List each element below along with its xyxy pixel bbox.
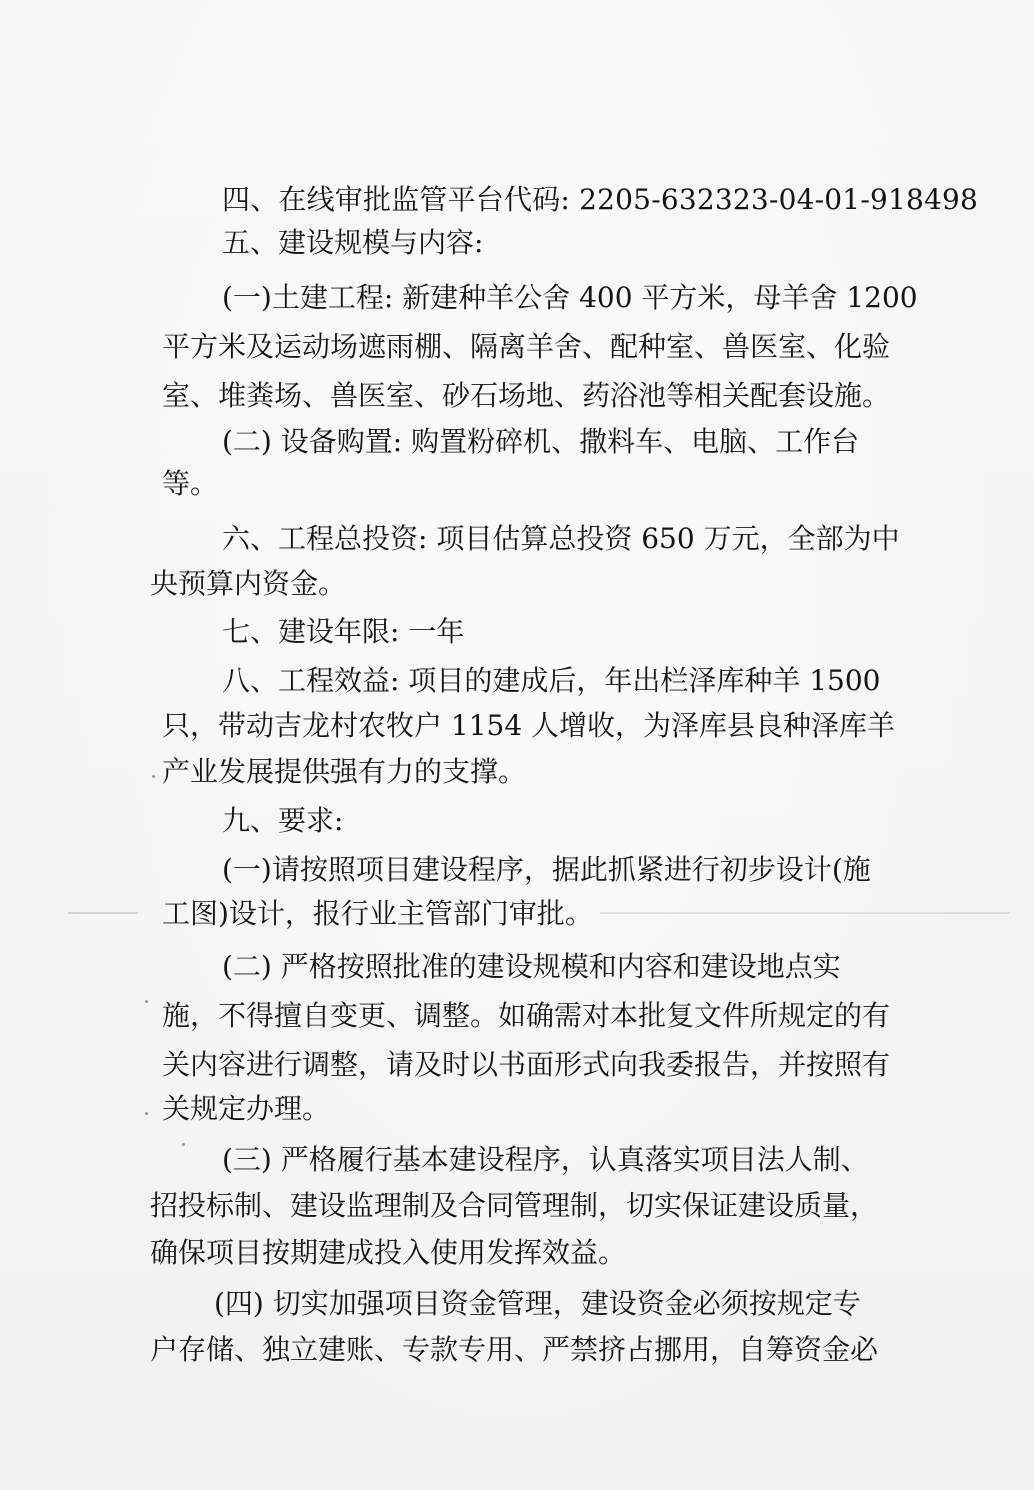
scan-smudge-left (68, 912, 138, 914)
requirement-4-line-1: (四) 切实加强项目资金管理，建设资金必须按规定专 (214, 1287, 861, 1320)
scan-speck (145, 1112, 148, 1115)
benefit-line-3: 产业发展提供强有力的支撑。 (162, 755, 527, 788)
civil-works-line-3: 室、堆粪场、兽医室、砂石场地、药浴池等相关配套设施。 (162, 379, 891, 412)
civil-works-line-1: (一)土建工程: 新建种羊公舍 400 平方米，母羊舍 1200 (222, 281, 918, 314)
requirement-2-line-3: 关内容进行调整，请及时以书面形式向我委报告，并按照有 (162, 1048, 891, 1081)
investment-line-2: 央预算内资金。 (150, 567, 347, 600)
equipment-line-2: 等。 (162, 467, 219, 500)
scan-speck (145, 1000, 148, 1003)
requirement-3-line-2: 招投标制、建设监理制及合同管理制，切实保证建设质量， (150, 1189, 879, 1222)
scan-speck (182, 1143, 185, 1146)
scan-smudge-right (600, 912, 1010, 914)
scan-speck (152, 775, 155, 778)
civil-works-line-2: 平方米及运动场遮雨棚、隔离羊舍、配种室、兽医室、化验 (162, 330, 891, 363)
construction-period-line: 七、建设年限: 一年 (222, 615, 465, 648)
section-heading-scale: 五、建设规模与内容: (222, 226, 484, 259)
requirement-4-line-2: 户存储、独立建账、专款专用、严禁挤占挪用，自筹资金必 (150, 1333, 879, 1366)
equipment-line-1: (二) 设备购置: 购置粉碎机、撒料车、电脑、工作台 (222, 425, 860, 458)
investment-line-1: 六、工程总投资: 项目估算总投资 650 万元，全部为中 (222, 522, 900, 555)
requirement-2-line-1: (二) 严格按照批准的建设规模和内容和建设地点实 (222, 950, 841, 983)
benefit-line-2: 只，带动吉龙村农牧户 1154 人增收，为泽库县良种泽库羊 (162, 709, 896, 742)
requirement-3-line-3: 确保项目按期建成投入使用发挥效益。 (150, 1236, 627, 1269)
requirement-1-line-1: (一)请按照项目建设程序，据此抓紧进行初步设计(施 (222, 853, 871, 886)
requirement-3-line-1: (三) 严格履行基本建设程序，认真落实项目法人制、 (222, 1143, 869, 1176)
requirement-2-line-4: 关规定办理。 (162, 1092, 331, 1125)
section-heading-requirements: 九、要求: (222, 804, 344, 837)
benefit-line-1: 八、工程效益: 项目的建成后，年出栏泽库种羊 1500 (222, 664, 881, 697)
requirement-1-line-2: 工图)设计，报行业主管部门审批。 (162, 897, 593, 930)
platform-code-line: 四、在线审批监管平台代码: 2205-632323-04-01-918498 (222, 183, 979, 216)
requirement-2-line-2: 施，不得擅自变更、调整。如确需对本批复文件所规定的有 (162, 999, 891, 1032)
